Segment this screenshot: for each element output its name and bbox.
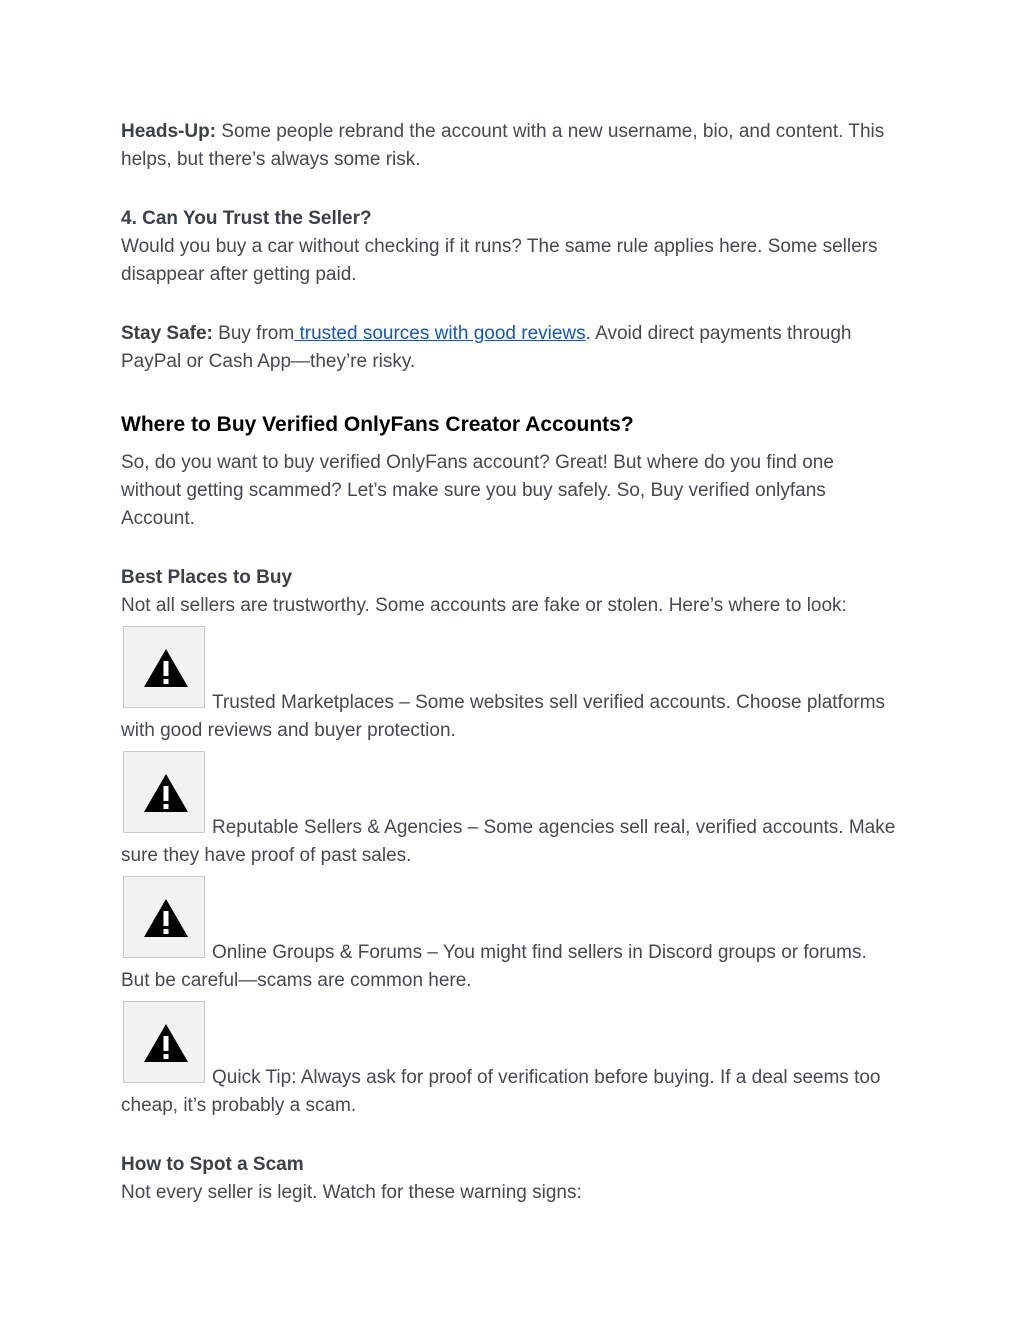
where-text: So, do you want to buy verified OnlyFans account? Great! But where do you find one without getting scammed? Let’s make sure you buy safely. So, Buy verified onlyfans Account. xyxy=(121,452,834,529)
trust-section xyxy=(121,205,896,289)
list-item-text: Reputable Sellers & Agencies – Some agencies sell real, verified accounts. Make sure they have proof of past sales. xyxy=(121,817,896,866)
staysafe-before: Buy from xyxy=(212,323,295,344)
headsup-text: Some people rebrand the account with a new username, bio, and content. This helps, but there’s always some risk. xyxy=(121,121,885,170)
trust-heading: 4. Can You Trust the Seller? xyxy=(121,208,372,229)
warning-icon xyxy=(123,876,205,958)
warning-icon xyxy=(123,751,205,833)
headsup-label: Heads-Up: xyxy=(121,121,217,142)
staysafe-after: . Avoid direct payments through PayPal or Cash App—they’re risky. xyxy=(121,323,852,372)
list-item-text: Quick Tip: Always ask for proof of verification before buying. If a deal seems too cheap, it’s probably a scam. xyxy=(121,1067,881,1116)
document-content xyxy=(121,118,896,1207)
where-section xyxy=(121,410,896,533)
list-item xyxy=(121,751,896,870)
best-intro: Not all sellers are trustworthy. Some accounts are fake or stolen. Here’s where to look: xyxy=(121,595,847,616)
where-heading: Where to Buy Verified OnlyFans Creator Accounts? xyxy=(121,413,634,436)
trust-text: Would you buy a car without checking if it runs? The same rule applies here. Some sellers disappear after getting paid. xyxy=(121,236,878,285)
list-item xyxy=(121,876,896,995)
best-places-section xyxy=(121,564,896,1120)
list-item-text: Online Groups & Forums – You might find sellers in Discord groups or forums. But be careful—scams are common here. xyxy=(121,942,867,991)
warning-icon xyxy=(123,626,205,708)
warning-icon xyxy=(123,1001,205,1083)
list-item xyxy=(121,1001,896,1120)
staysafe-paragraph xyxy=(121,320,896,376)
best-heading: Best Places to Buy xyxy=(121,567,293,588)
scam-text: Not every seller is legit. Watch for these warning signs: xyxy=(121,1182,582,1203)
trusted-sources-link[interactable]: trusted sources with good reviews xyxy=(294,323,586,344)
headsup-paragraph xyxy=(121,118,896,174)
staysafe-label: Stay Safe: xyxy=(121,323,213,344)
list-item-text: Trusted Marketplaces – Some websites sell verified accounts. Choose platforms with good reviews and buyer protection. xyxy=(121,692,886,741)
scam-heading: How to Spot a Scam xyxy=(121,1154,304,1175)
list-item xyxy=(121,626,896,745)
scam-section xyxy=(121,1151,896,1207)
